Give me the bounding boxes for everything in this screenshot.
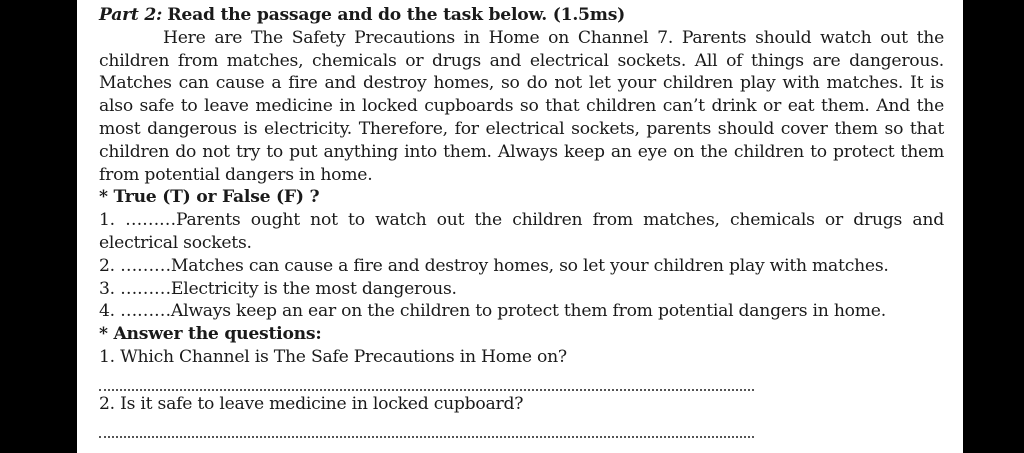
part-label: Part 2:	[99, 5, 163, 25]
task-title: Read the passage and do the task below. (1.5ms)	[167, 5, 626, 25]
true-false-item-2[interactable]: 2. ………Matches can cause a fire and destroy homes, so let your children play with matches.	[99, 255, 889, 276]
answer-line-1[interactable]	[99, 371, 754, 391]
question-2: 2. Is it safe to leave medicine in locked cupboard?	[99, 393, 524, 414]
true-false-item-3[interactable]: 3. ………Electricity is the most dangerous.	[99, 278, 457, 299]
question-1: 1. Which Channel is The Safe Precautions in Home on?	[99, 346, 567, 367]
true-false-item-4[interactable]: 4. ………Always keep an ear on the children to protect them from potential dangers in home.	[99, 301, 886, 322]
worksheet-page	[77, 0, 963, 453]
reading-passage: Here are The Safety Precautions in Home on Channel 7. Parents should watch out the children from matches, chemicals or drugs and electrical sockets. All of things are dangerous. Matches can cause a fire and destroy homes, so do not let your children play with matches. It is also safe to leave medicine in locked cupboards so that children can’t drink or eat them. And the most dangerous is electricity. Therefore, for electrical sockets, parents should cover them so that children do not try to put anything into them. Always keep an eye on the children to protect them from potential dangers in home.	[99, 27, 944, 185]
worksheet-content	[99, 4, 944, 440]
questions-heading: * Answer the questions:	[99, 324, 322, 345]
answer-line-2[interactable]	[99, 418, 754, 438]
true-false-heading: * True (T) or False (F) ?	[99, 187, 320, 208]
true-false-item-1[interactable]: 1. ………Parents ought not to watch out the children from matches, chemicals or drugs and electrical sockets.	[99, 210, 944, 253]
part-title	[99, 4, 944, 27]
